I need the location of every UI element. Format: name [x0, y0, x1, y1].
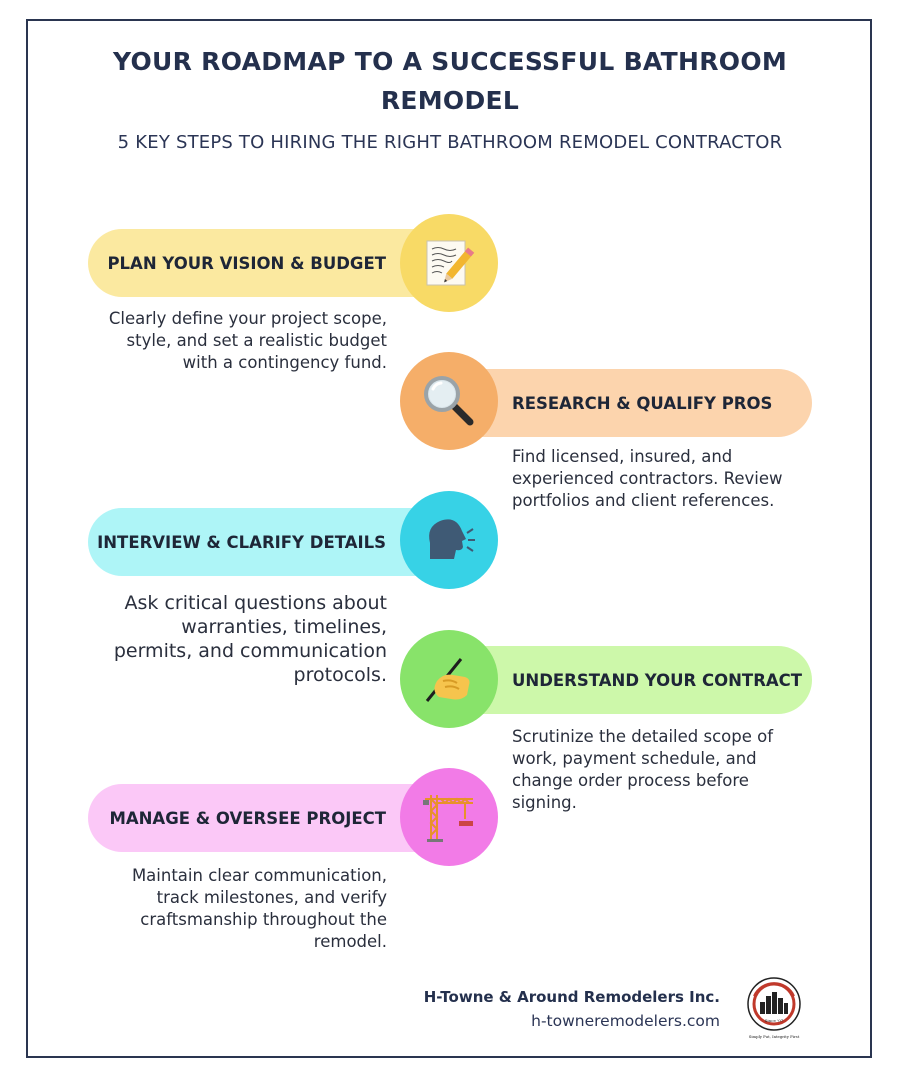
- step-4-description: Scrutinize the detailed scope of work, payment schedule, and change order process before signing.: [512, 727, 774, 812]
- speaking-head-icon: [422, 513, 476, 567]
- step-4-label: UNDERSTAND YOUR CONTRACT: [512, 670, 803, 690]
- svg-text:Simply Put, Integrity First: Simply Put, Integrity First: [748, 1034, 800, 1039]
- magnifying-glass-icon: [422, 374, 476, 428]
- company-logo: [744, 976, 804, 1042]
- step-1-pill: [88, 229, 448, 297]
- step-4-icon-circle: [400, 630, 498, 728]
- step-2-description: Find licensed, insured, and experienced contractors. Review portfolios and client references.: [512, 447, 783, 510]
- construction-crane-icon: [421, 789, 477, 845]
- step-2-label: RESEARCH & QUALIFY PROS: [512, 393, 773, 413]
- step-1-icon-circle: [400, 214, 498, 312]
- step-5-pill: [88, 784, 448, 852]
- step-3-pill: [88, 508, 448, 576]
- step-5-description: Maintain clear communication, track milestones, and verify craftsmanship throughout the remodel.: [131, 866, 387, 951]
- memo-pencil-icon: [423, 237, 475, 289]
- svg-text:Since '07: Since '07: [764, 1018, 784, 1023]
- page-title: YOUR ROADMAP TO A SUCCESSFUL BATHROOM REMODEL: [112, 47, 788, 115]
- writing-hand-icon: [421, 651, 477, 707]
- company-website[interactable]: h-towneremodelers.com: [531, 1012, 720, 1030]
- step-2-pill: [450, 369, 812, 437]
- step-5-icon-circle: [400, 768, 498, 866]
- step-2-icon-circle: [400, 352, 498, 450]
- step-1-description: Clearly define your project scope, style, and set a realistic budget with a contingency fund.: [108, 309, 387, 372]
- step-3-description: Ask critical questions about warranties, timelines, permits, and communication protocols.: [113, 592, 387, 686]
- step-4-pill: [450, 646, 812, 714]
- step-3-label: INTERVIEW & CLARIFY DETAILS: [97, 532, 386, 552]
- step-5-label: MANAGE & OVERSEE PROJECT: [109, 808, 386, 828]
- page-subtitle: 5 KEY STEPS TO HIRING THE RIGHT BATHROOM REMODEL CONTRACTOR: [117, 132, 783, 153]
- step-3-icon-circle: [400, 491, 498, 589]
- company-name: H-Towne & Around Remodelers Inc.: [423, 988, 720, 1006]
- step-1-label: PLAN YOUR VISION & BUDGET: [107, 253, 386, 273]
